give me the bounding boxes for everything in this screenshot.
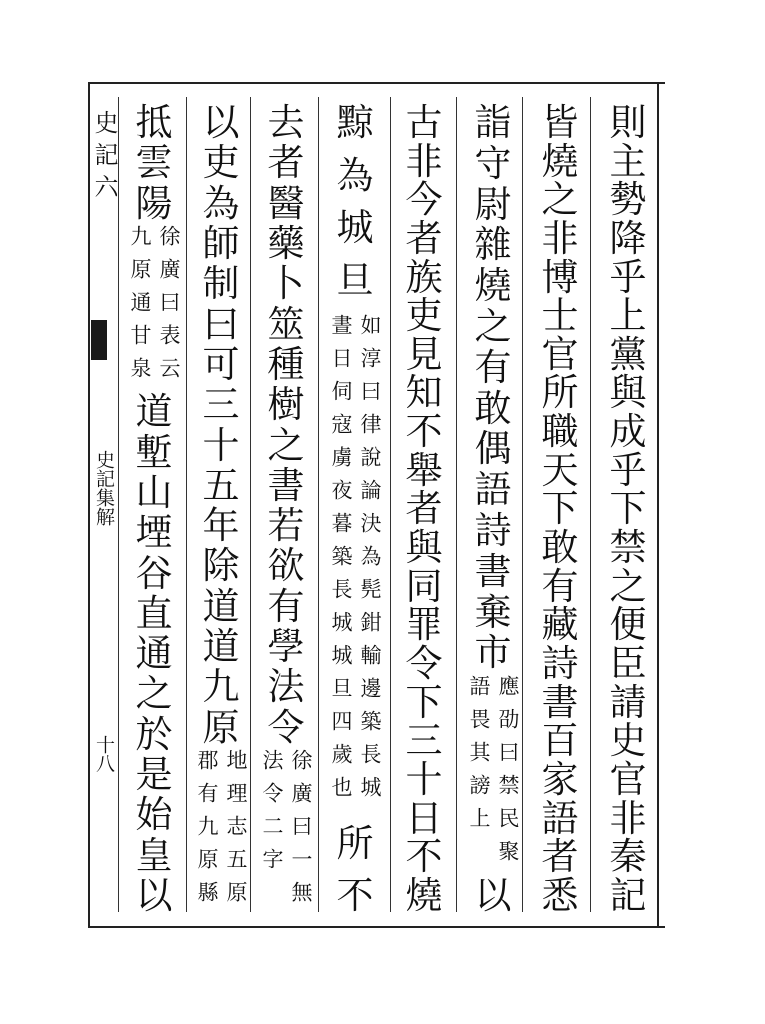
main-text-char: 家	[541, 757, 579, 801]
main-text-char: 乎	[609, 255, 647, 299]
main-text-char: 令	[267, 705, 305, 749]
main-text-char: 禁	[609, 526, 647, 570]
main-text-char: 道	[135, 390, 173, 434]
main-text-char: 敢	[541, 526, 579, 570]
main-text-char: 燒	[405, 873, 443, 917]
main-text-char: 與	[405, 526, 443, 570]
main-text-char: 古	[405, 101, 443, 144]
main-text-char: 雲	[135, 141, 173, 185]
text-column-1	[604, 101, 652, 917]
chapter-label: 史記六	[90, 110, 118, 206]
main-text-char: 同	[405, 564, 443, 608]
main-text-char: 雜	[474, 223, 512, 267]
text-column-6	[258, 101, 314, 914]
commentary-line: 徐廣曰表云	[157, 224, 181, 390]
main-text-char: 於	[135, 712, 173, 756]
text-column-5	[325, 101, 385, 917]
column-rule	[118, 97, 119, 912]
main-text-char: 官	[609, 757, 647, 801]
main-text-char: 種	[267, 342, 305, 386]
commentary-line: 應劭曰禁民聚	[496, 675, 520, 874]
commentary-line: 如淳曰律說論決為髡鉗輸邊築長城	[358, 314, 382, 809]
main-text-char: 是	[135, 753, 173, 797]
main-text-char: 者	[405, 487, 443, 531]
main-text-char: 不	[405, 410, 443, 454]
main-text-char: 下	[405, 680, 443, 724]
main-text-char: 皆	[541, 101, 579, 144]
main-text-char: 令	[405, 641, 443, 685]
main-text-char: 偶	[474, 427, 512, 471]
main-text-char: 市	[474, 631, 512, 675]
main-text-char: 有	[474, 345, 512, 389]
main-text-char: 成	[609, 410, 647, 454]
main-text-char: 敢	[474, 386, 512, 430]
column-rule	[522, 97, 523, 912]
main-text-char: 黨	[609, 332, 647, 376]
main-text-char: 堙	[135, 511, 173, 555]
main-text-char: 秦	[609, 835, 647, 879]
main-text-char: 士	[541, 294, 579, 338]
main-text-char: 黥	[336, 101, 374, 144]
main-text-char: 吏	[202, 141, 240, 185]
main-text-char: 所	[336, 821, 374, 865]
main-text-char: 燒	[474, 264, 512, 308]
main-text-char: 者	[541, 835, 579, 879]
main-text-char: 旦	[336, 258, 374, 302]
main-text-char: 不	[405, 835, 443, 879]
main-text-char: 詩	[474, 508, 512, 552]
main-text-char: 曰	[202, 302, 240, 346]
main-text-char: 守	[474, 141, 512, 185]
main-text-char: 者	[405, 216, 443, 260]
main-text-char: 見	[405, 332, 443, 376]
main-text-char: 可	[202, 342, 240, 386]
main-text-char: 書	[267, 463, 305, 507]
main-text-char: 吏	[405, 294, 443, 338]
main-text-char: 書	[541, 680, 579, 724]
main-text-char: 三	[202, 383, 240, 427]
main-text-char: 之	[135, 672, 173, 716]
fish-tail-mark	[91, 320, 107, 360]
main-text-char: 知	[405, 371, 443, 415]
main-text-char: 通	[135, 632, 173, 676]
main-text-char: 史	[609, 719, 647, 763]
commentary-note	[129, 225, 179, 390]
main-text-char: 上	[609, 294, 647, 338]
main-text-char: 下	[609, 487, 647, 531]
main-text-char: 道	[202, 584, 240, 628]
main-text-char: 主	[609, 139, 647, 183]
main-text-char: 有	[267, 584, 305, 628]
right-border	[657, 82, 659, 926]
column-rule	[456, 97, 457, 912]
main-text-char: 官	[541, 332, 579, 376]
main-text-char: 師	[202, 221, 240, 265]
main-text-char: 所	[541, 371, 579, 415]
main-text-char: 為	[336, 153, 374, 197]
main-text-char: 去	[267, 101, 305, 144]
main-text-char: 尉	[474, 182, 512, 226]
main-text-char: 筮	[267, 302, 305, 346]
main-text-char: 職	[541, 410, 579, 454]
main-text-char: 悉	[541, 873, 579, 917]
commentary-line: 語畏其謗上	[467, 675, 491, 841]
main-text-char: 詩	[541, 641, 579, 685]
text-column-2	[536, 101, 584, 917]
main-text-char: 十	[202, 423, 240, 467]
commentary-note	[330, 314, 380, 809]
commentary-line: 徐廣曰一無	[289, 749, 313, 914]
main-text-char: 樹	[267, 383, 305, 427]
main-text-char: 罪	[405, 603, 443, 647]
main-text-char: 以	[202, 101, 240, 144]
main-text-char: 醫	[267, 181, 305, 225]
main-text-char: 者	[267, 141, 305, 185]
main-text-char: 降	[609, 216, 647, 260]
main-text-char: 勢	[609, 178, 647, 222]
main-text-char: 城	[336, 206, 374, 249]
main-text-char: 為	[202, 181, 240, 225]
main-text-char: 下	[541, 487, 579, 531]
column-rule	[186, 97, 187, 912]
main-text-char: 燒	[541, 139, 579, 183]
commentary-note	[261, 749, 311, 914]
main-text-char: 除	[202, 544, 240, 588]
text-column-4	[400, 101, 448, 917]
main-text-char: 不	[336, 874, 374, 917]
main-text-char: 欲	[267, 544, 305, 588]
main-text-char: 十	[405, 757, 443, 801]
main-text-char: 三	[405, 719, 443, 763]
main-text-char: 抵	[135, 101, 173, 144]
main-text-char: 日	[405, 796, 443, 840]
main-text-char: 有	[541, 564, 579, 608]
commentary-line: 法令二字	[260, 749, 284, 881]
column-rule	[590, 97, 591, 912]
main-text-char: 之	[267, 423, 305, 467]
main-text-char: 與	[609, 371, 647, 415]
left-border	[88, 82, 90, 926]
main-text-char: 卜	[267, 262, 305, 306]
book-title: 史記集解	[93, 450, 115, 526]
main-text-char: 非	[541, 216, 579, 260]
main-text-char: 便	[609, 603, 647, 647]
main-text-char: 谷	[135, 551, 173, 595]
main-text-char: 法	[267, 665, 305, 709]
main-text-char: 道	[202, 625, 240, 669]
text-column-7	[194, 101, 248, 914]
main-text-char: 五	[202, 463, 240, 507]
main-text-char: 臣	[609, 641, 647, 685]
commentary-line: 晝日伺寇虜夜暮築長城城旦四歲也	[329, 314, 353, 809]
main-text-char: 族	[405, 255, 443, 299]
main-text-char: 原	[202, 705, 240, 749]
main-text-char: 博	[541, 255, 579, 299]
main-text-char: 若	[267, 504, 305, 548]
column-rule	[390, 97, 391, 912]
main-text-char: 舉	[405, 448, 443, 492]
main-text-char: 則	[609, 101, 647, 144]
main-text-char: 今	[405, 178, 443, 222]
main-text-char: 塹	[135, 430, 173, 474]
main-text-char: 記	[609, 873, 647, 917]
main-text-char: 天	[541, 448, 579, 492]
main-text-char: 請	[609, 680, 647, 724]
main-text-char: 年	[202, 504, 240, 548]
main-text-char: 棄	[474, 590, 512, 634]
main-text-char: 藏	[541, 603, 579, 647]
main-text-char: 語	[474, 468, 512, 512]
main-text-char: 非	[405, 139, 443, 183]
commentary-note	[196, 749, 246, 914]
page-number: 十八	[93, 735, 115, 773]
main-text-char: 制	[202, 262, 240, 306]
main-text-char: 山	[135, 470, 173, 514]
commentary-line: 地理志五原	[224, 749, 248, 914]
main-text-char: 語	[541, 796, 579, 840]
main-text-char: 九	[202, 665, 240, 709]
text-column-8	[126, 101, 182, 917]
main-text-char: 之	[474, 304, 512, 348]
main-text-char: 以	[474, 873, 512, 917]
main-text-char: 陽	[135, 181, 173, 225]
main-text-char: 直	[135, 591, 173, 635]
commentary-note	[468, 675, 518, 873]
main-text-char: 非	[609, 796, 647, 840]
main-text-char: 藥	[267, 221, 305, 265]
column-rule	[250, 97, 251, 912]
commentary-line: 九原通甘泉	[128, 224, 152, 390]
text-column-3	[466, 101, 520, 917]
main-text-char: 詣	[474, 101, 512, 144]
main-text-char: 始	[135, 793, 173, 837]
column-rule	[318, 97, 319, 912]
main-text-char: 百	[541, 719, 579, 763]
main-text-char: 以	[135, 874, 173, 917]
main-text-char: 學	[267, 625, 305, 669]
main-text-char: 之	[609, 564, 647, 608]
main-text-char: 皇	[135, 833, 173, 877]
main-text-char: 乎	[609, 448, 647, 492]
commentary-line: 郡有九原縣	[195, 749, 219, 914]
main-text-char: 之	[541, 178, 579, 222]
main-text-char: 書	[474, 549, 512, 593]
